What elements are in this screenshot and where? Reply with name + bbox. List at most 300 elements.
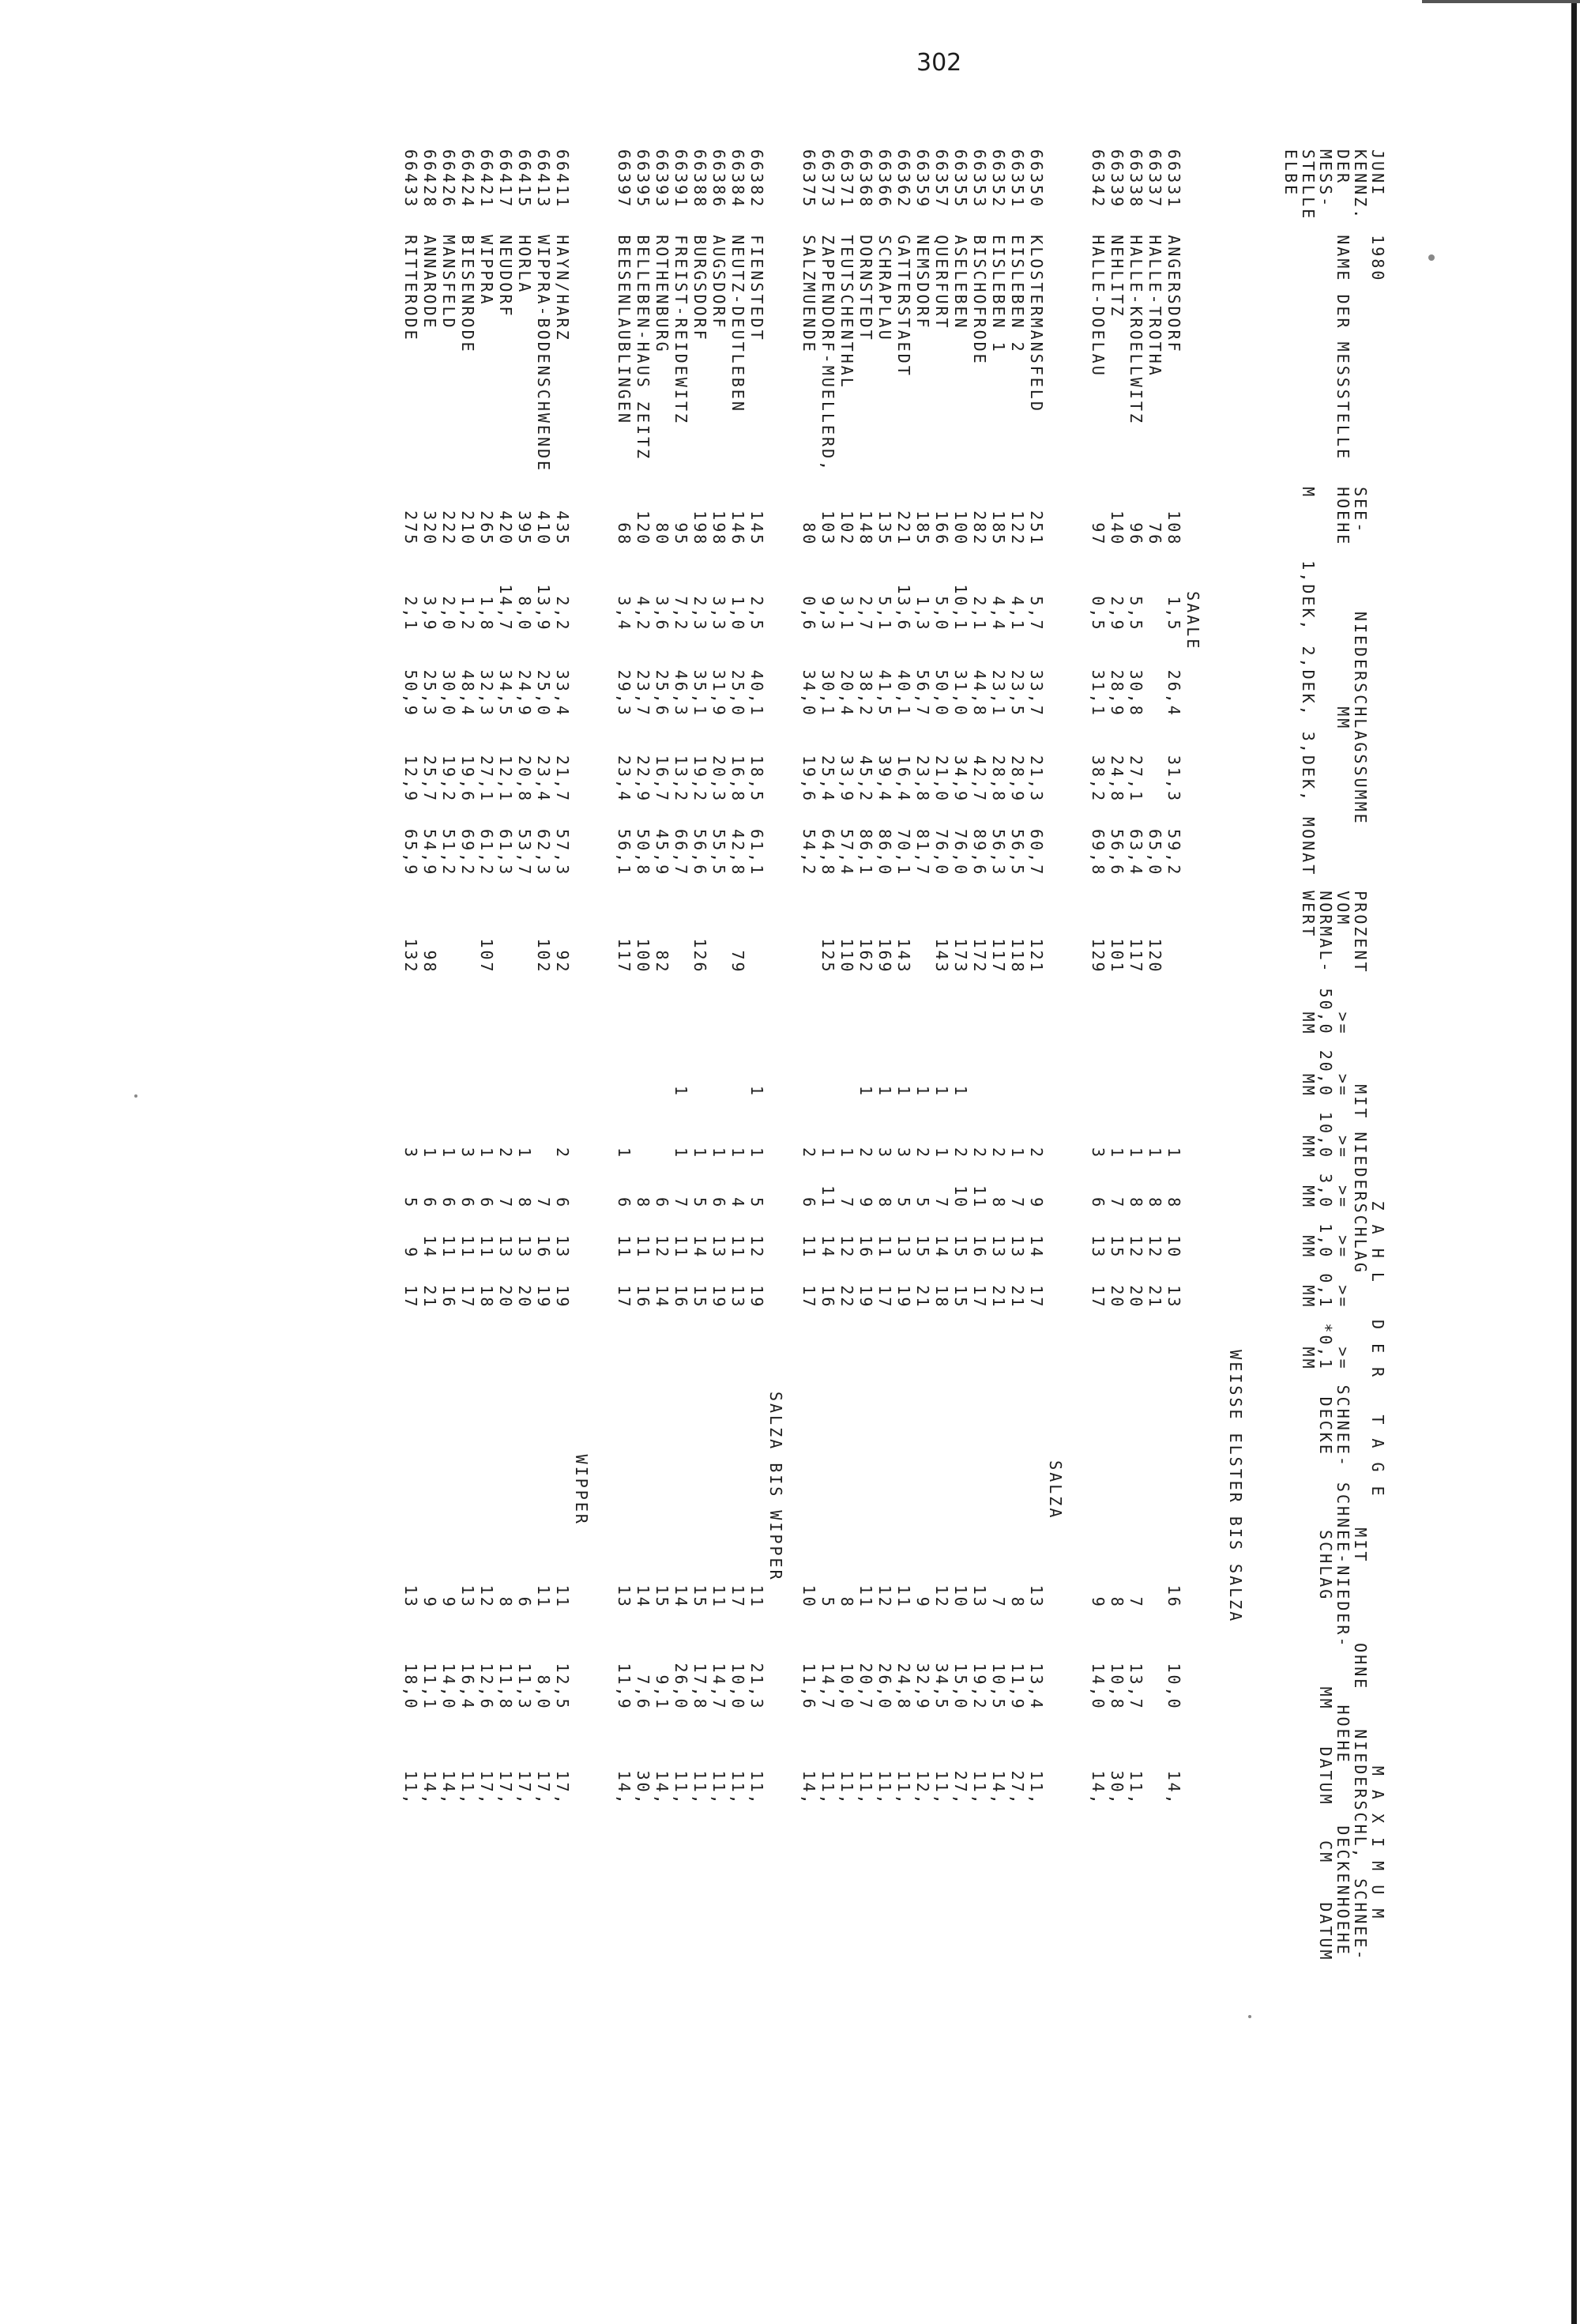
station-id: 66352	[989, 149, 1008, 209]
station-name: WIPPRA	[477, 235, 496, 307]
prozent-value	[800, 883, 819, 981]
dek3-value: 38,2	[1089, 755, 1108, 804]
prozent-value: 143	[894, 938, 913, 974]
kennz-header-3: MESS-	[1316, 149, 1335, 209]
monat-value: 54,2	[799, 829, 818, 877]
station-id: 66428	[420, 149, 439, 209]
max-precip-value: 16,4	[458, 1663, 477, 1711]
station-name: TEUTSCHENTHAL	[837, 235, 856, 390]
max-snow-value	[1165, 1814, 1184, 1872]
days-ge-star	[402, 1316, 421, 1377]
station-hoehe: 166	[932, 510, 951, 547]
header-line-1	[1369, 142, 1386, 1969]
table-row	[691, 142, 710, 1969]
days-ge-1: 12	[837, 1235, 856, 1260]
days-ge-3: 7	[932, 1197, 951, 1210]
days-ge-3: 6	[458, 1197, 477, 1210]
table-row	[459, 142, 478, 1969]
dek3-value: 23,4	[615, 755, 634, 804]
days-no-snow: 8	[496, 1596, 515, 1609]
station-id: 66359	[913, 149, 932, 209]
station-id: 66393	[653, 149, 672, 209]
days-no-snow: 12	[875, 1584, 894, 1609]
river-heading: WIPPER	[572, 1454, 591, 1526]
max-precip-value: 9,1	[653, 1674, 672, 1711]
days-ge-10: 1	[709, 1147, 728, 1160]
days-snow-cover	[672, 1378, 691, 1475]
table-header	[1260, 142, 1386, 1969]
max-precip-date: 11,	[401, 1770, 420, 1806]
days-ge-50	[516, 981, 535, 1043]
station-name: FIENSTEDT	[747, 235, 766, 342]
max-precip-date: 14,	[615, 1770, 634, 1806]
max-precip-date: 27,	[1008, 1770, 1027, 1806]
days-ge-10: 2	[496, 1147, 515, 1160]
days-ge-01: 22	[837, 1285, 856, 1309]
days-ge-01: 17	[799, 1285, 818, 1309]
days-ge-01: 17	[875, 1285, 894, 1309]
dek1-value: 4,4	[989, 596, 1008, 632]
threshold-star: *0,1	[1316, 1323, 1335, 1371]
monat-value: 60,7	[1027, 829, 1046, 877]
dek2-value: 24,9	[515, 669, 534, 718]
max-snow-date	[615, 1871, 634, 1968]
table-wrapper	[402, 142, 1386, 2149]
station-id: 66413	[534, 149, 553, 209]
days-ge-star	[1009, 1316, 1028, 1377]
max-snow-value	[1009, 1814, 1028, 1872]
station-name: ASELEBEN	[951, 235, 970, 330]
station-name: HALLE-KROELLWITZ	[1127, 235, 1146, 425]
dek1-value: 2,3	[690, 596, 709, 632]
dek3-value: 19,6	[458, 755, 477, 804]
max-schnee-datum: DATUM	[1316, 1902, 1335, 1962]
station-hoehe: 410	[534, 510, 553, 547]
days-ge-star	[1108, 1316, 1127, 1377]
days-ge-01: 21	[913, 1285, 932, 1309]
dek2-value: 23,1	[989, 669, 1008, 718]
days-ge-10: 2	[989, 1147, 1008, 1160]
days-ge-01: 21	[1146, 1285, 1164, 1309]
days-ge-50	[710, 981, 729, 1043]
days-no-snow: 10	[799, 1584, 818, 1609]
station-name: SALZMUENDE	[799, 235, 818, 354]
station-id: 66355	[951, 149, 970, 209]
dek1-value: 2,1	[401, 596, 420, 632]
station-hoehe: 100	[951, 510, 970, 547]
max-snow-value	[1146, 1814, 1165, 1872]
days-ge-1: 13	[894, 1235, 913, 1260]
dek2-value: 30,8	[1127, 669, 1146, 718]
days-snow-cover	[876, 1378, 895, 1475]
monat-value: 55,5	[709, 829, 728, 877]
days-no-snow: 9	[439, 1596, 458, 1609]
days-ge-20	[615, 1043, 634, 1105]
days-ge-01: 17	[401, 1285, 420, 1309]
station-name: WIPPRA-BODENSCHWENDE	[534, 235, 553, 473]
dek1-value: 3,4	[615, 596, 634, 632]
days-no-snow: 11	[856, 1584, 875, 1609]
days-ge-1: 13	[1089, 1235, 1108, 1260]
days-ge-10: 2	[1027, 1147, 1046, 1160]
dek2-value: 25,0	[534, 669, 553, 718]
days-ge-01: 15	[951, 1285, 970, 1309]
days-no-snow: 7	[1127, 1596, 1146, 1609]
header-line-5	[1300, 142, 1317, 1969]
station-hoehe: 198	[690, 510, 709, 547]
max-snow-value	[1089, 1814, 1108, 1872]
days-ge-3: 5	[747, 1197, 766, 1210]
year-label: 1980	[1368, 235, 1387, 283]
station-hoehe: 135	[875, 510, 894, 547]
unit-3: MM	[1299, 1185, 1318, 1210]
dek2-value: 25,0	[728, 669, 747, 718]
unit-1: MM	[1299, 1235, 1318, 1260]
days-ge-10: 1	[1127, 1147, 1146, 1160]
days-ge-01: 17	[970, 1285, 989, 1309]
dek2-value: 32,3	[477, 669, 496, 718]
days-ge-50	[748, 981, 767, 1043]
monat-value: 56,6	[690, 829, 709, 877]
max-snow-date	[838, 1871, 857, 1968]
max-snow-date	[1146, 1871, 1165, 1968]
max-precip-date: 14,	[439, 1770, 458, 1806]
days-ge-star	[876, 1316, 895, 1377]
dek1-value: 2,0	[439, 596, 458, 632]
days-no-snow: 5	[818, 1596, 837, 1609]
days-ge-01: 20	[515, 1285, 534, 1309]
days-ge-50	[876, 981, 895, 1043]
max-precip-value: 11,1	[420, 1663, 439, 1711]
days-ge-50	[497, 981, 516, 1043]
days-ge-3: 5	[401, 1197, 420, 1210]
days-ge-01: 20	[1108, 1285, 1127, 1309]
station-hoehe: 96	[1127, 522, 1146, 547]
days-no-snow: 13	[401, 1584, 420, 1609]
header-line-3	[1334, 142, 1352, 1969]
basin-heading-row	[767, 142, 800, 1969]
days-snow-cover	[1165, 1378, 1184, 1475]
dek1-value: 13,9	[534, 584, 553, 632]
days-no-snow	[1146, 1475, 1165, 1616]
dek3-value: 42,7	[970, 755, 989, 804]
unit-50: MM	[1299, 1011, 1318, 1036]
station-id: 66386	[709, 149, 728, 209]
max-snow-date	[634, 1871, 653, 1968]
max-precip-value: 11,9	[1008, 1663, 1027, 1711]
river-heading-row	[1184, 142, 1227, 1969]
dek2-value: 35,1	[690, 669, 709, 718]
station-name: BISCHOFRODE	[970, 235, 989, 366]
prozent-value: 169	[875, 938, 894, 974]
days-ge-50	[1165, 981, 1184, 1043]
unit-01: MM	[1299, 1285, 1318, 1309]
days-ge-10: 2	[553, 1147, 572, 1160]
days-ge-50	[440, 981, 459, 1043]
dek3-value: 20,3	[709, 755, 728, 804]
max-precip-date: 11,	[458, 1770, 477, 1806]
dek1-header: 1,DEK,	[1299, 560, 1318, 632]
table-row	[748, 142, 767, 1969]
table-row	[971, 142, 990, 1969]
dek1-value: 1,2	[458, 596, 477, 632]
days-ge-3: 5	[913, 1197, 932, 1210]
days-ge-1: 12	[1127, 1235, 1146, 1260]
days-ge-10: 1	[515, 1147, 534, 1160]
days-ge-3: 11	[818, 1185, 837, 1210]
dek1-value: 1,3	[913, 596, 932, 632]
max-snow-date	[402, 1871, 421, 1968]
table-row	[876, 142, 895, 1969]
monat-header: MONAT	[1299, 817, 1318, 877]
dek3-value: 33,9	[837, 755, 856, 804]
days-no-snow: 8	[1108, 1596, 1127, 1609]
dek2-value: 29,3	[615, 669, 634, 718]
basin-heading: WEISSE ELSTER BIS SALZA	[1226, 1350, 1245, 1624]
max-snow-value	[535, 1814, 554, 1872]
max-snow-value	[554, 1814, 573, 1872]
dek3-value: 39,4	[875, 755, 894, 804]
days-ge-10: 1	[818, 1147, 837, 1160]
max-precip-value: 14,7	[709, 1663, 728, 1711]
days-ge-1: 13	[515, 1235, 534, 1260]
max-precip-value: 8,0	[534, 1674, 553, 1711]
station-id: 66368	[856, 149, 875, 209]
days-ge-3: 6	[1089, 1197, 1108, 1210]
days-snow-cover	[1146, 1378, 1165, 1475]
max-precip-value: 13,7	[1127, 1663, 1146, 1711]
days-ge-50	[857, 981, 876, 1043]
days-ge-1: 11	[799, 1235, 818, 1260]
days-snow-cover	[554, 1378, 573, 1475]
table-row	[1165, 142, 1184, 1969]
prozent-value: 121	[1027, 938, 1046, 974]
max-snow-value	[691, 1814, 710, 1872]
days-no-snow: 13	[1027, 1584, 1046, 1609]
table-row	[672, 142, 691, 1969]
station-hoehe: 80	[653, 522, 672, 547]
days-ge-star	[729, 1316, 748, 1377]
nieder-unit-header: MM	[1334, 706, 1352, 731]
monat-value: 76,0	[932, 829, 951, 877]
days-ge-1: 16	[970, 1235, 989, 1260]
max-snow-date	[748, 1871, 767, 1968]
table-row	[838, 142, 857, 1969]
days-ge-50	[615, 981, 634, 1043]
days-ge-01: 19	[856, 1285, 875, 1309]
days-ge-star	[990, 1316, 1009, 1377]
table-row	[710, 142, 729, 1969]
days-snow-cover	[615, 1378, 634, 1475]
table-row	[516, 142, 535, 1969]
table-row	[1028, 142, 1047, 1969]
days-snow-cover	[691, 1378, 710, 1475]
days-ge-20: 1	[913, 1085, 932, 1098]
dek2-value: 33,4	[553, 669, 572, 718]
threshold-20: 20,0	[1316, 1049, 1335, 1098]
station-name: NEUDORF	[496, 235, 515, 318]
days-ge-10: 1	[747, 1147, 766, 1160]
max-snow-value	[800, 1814, 819, 1872]
days-ge-01: 21	[989, 1285, 1008, 1309]
basin-heading: SALZA BIS WIPPER	[766, 1391, 785, 1582]
station-name: BEESENLAUBLINGEN	[615, 235, 634, 425]
days-ge-1: 13	[1008, 1235, 1027, 1260]
dek3-value: 13,2	[672, 755, 690, 804]
max-snow-value	[729, 1814, 748, 1872]
table-row	[914, 142, 933, 1969]
max-snow-date	[421, 1871, 440, 1968]
days-ge-1: 11	[458, 1235, 477, 1260]
dek3-value: 12,1	[496, 755, 515, 804]
station-id: 66362	[894, 149, 913, 209]
days-ge-3: 8	[515, 1197, 534, 1210]
dek3-value: 23,4	[534, 755, 553, 804]
days-ge-3: 8	[1127, 1197, 1146, 1210]
max-precip-value: 11,8	[496, 1663, 515, 1711]
max-precip-value: 14,0	[1089, 1663, 1108, 1711]
days-ge-20	[729, 1043, 748, 1105]
days-ge-3: 7	[1108, 1197, 1127, 1210]
days-no-snow: 15	[653, 1584, 672, 1609]
days-ge-3: 8	[989, 1197, 1008, 1210]
station-id: 66375	[799, 149, 818, 209]
max-snow-value	[478, 1814, 497, 1872]
prozent-value: 172	[970, 938, 989, 974]
river-heading-row	[1047, 142, 1089, 1969]
days-ge-1: 16	[534, 1235, 553, 1260]
monat-value: 63,4	[1127, 829, 1146, 877]
max-snow-value	[1028, 1814, 1047, 1872]
days-ge-1: 14	[818, 1235, 837, 1260]
station-hoehe: 185	[913, 510, 932, 547]
prozent-value	[459, 883, 478, 981]
station-id: 66371	[837, 149, 856, 209]
monat-value: 81,7	[913, 829, 932, 877]
station-id: 66384	[728, 149, 747, 209]
threshold-1: 1,0	[1316, 1223, 1335, 1260]
dek1-value: 8,0	[515, 596, 534, 632]
max-snow-date	[1108, 1871, 1127, 1968]
max-snow-date	[971, 1871, 990, 1968]
days-ge-50	[672, 981, 691, 1043]
days-ge-01: 17	[458, 1285, 477, 1309]
station-id: 66395	[634, 149, 653, 209]
unit-10: MM	[1299, 1135, 1318, 1160]
days-ge-01: 17	[1089, 1285, 1108, 1309]
days-ge-01: 13	[728, 1285, 747, 1309]
days-snow-cover	[634, 1378, 653, 1475]
max-precip-date: 11,	[894, 1770, 913, 1806]
days-ge-1: 11	[728, 1235, 747, 1260]
days-ge-20	[554, 1043, 573, 1105]
days-ge-50	[1089, 981, 1108, 1043]
max-precip-date: 17,	[496, 1770, 515, 1806]
dek1-value: 5,7	[1027, 596, 1046, 632]
monat-value: 61,1	[747, 829, 766, 877]
station-id: 66342	[1089, 149, 1108, 209]
threshold-50: 50,0	[1316, 988, 1335, 1036]
station-name: HALLE-DOELAU	[1089, 235, 1108, 378]
river-heading-row	[573, 142, 615, 1969]
dek2-value: 23,7	[634, 669, 653, 718]
ge-header-star: >=	[1334, 1347, 1352, 1371]
station-hoehe: 210	[458, 510, 477, 547]
table-row	[1127, 142, 1146, 1969]
days-ge-star	[1028, 1316, 1047, 1377]
station-id: 66350	[1027, 149, 1046, 209]
days-ge-20	[710, 1043, 729, 1105]
days-ge-01: 20	[1127, 1285, 1146, 1309]
days-ge-10: 3	[875, 1147, 894, 1160]
station-hoehe: 103	[818, 510, 837, 547]
days-ge-20	[421, 1043, 440, 1105]
monat-value: 56,1	[615, 829, 634, 877]
max-precip-value: 34,5	[932, 1663, 951, 1711]
days-ge-1: 15	[951, 1235, 970, 1260]
precipitation-table	[402, 142, 1386, 1969]
dek2-value: 34,0	[799, 669, 818, 718]
max-snow-date	[672, 1871, 691, 1968]
page-number: 302	[916, 49, 962, 77]
days-ge-star	[1127, 1316, 1146, 1377]
days-ge-1: 12	[653, 1235, 672, 1260]
max-precip-value: 14,7	[818, 1663, 837, 1711]
monat-value: 86,1	[856, 829, 875, 877]
station-name: BIESENRODE	[458, 235, 477, 354]
ge-header-20: >=	[1334, 1073, 1352, 1098]
days-ge-3: 8	[875, 1197, 894, 1210]
prozent-value: 162	[856, 938, 875, 974]
days-ge-star	[914, 1316, 933, 1377]
days-ge-3: 9	[856, 1197, 875, 1210]
days-ge-10: 1	[728, 1147, 747, 1160]
max-precip-value: 24,8	[894, 1663, 913, 1711]
days-no-snow: 8	[1008, 1596, 1027, 1609]
days-ge-star	[1089, 1316, 1108, 1377]
days-ge-50	[1146, 981, 1165, 1043]
station-hoehe: 435	[553, 510, 572, 547]
station-hoehe: 102	[837, 510, 856, 547]
station-hoehe: 68	[615, 522, 634, 547]
max-precip-date: 11,	[747, 1770, 766, 1806]
monat-value: 56,5	[1008, 829, 1027, 877]
prozent-value: 173	[951, 938, 970, 974]
ge-header-10: >=	[1334, 1135, 1352, 1160]
monat-value: 76,0	[951, 829, 970, 877]
prozent-header-2: VOM	[1334, 891, 1352, 927]
days-no-snow: 13	[458, 1584, 477, 1609]
dek2-value: 40,1	[894, 669, 913, 718]
days-ge-10: 2	[951, 1147, 970, 1160]
days-ge-01: 19	[709, 1285, 728, 1309]
max-snow-date	[1165, 1871, 1184, 1968]
kennz-header-4: STELLE	[1299, 149, 1318, 221]
dek2-value: 50,9	[401, 669, 420, 718]
days-ge-01: 18	[477, 1285, 496, 1309]
max-precip-value: 10,0	[1164, 1663, 1183, 1711]
dek1-value: 5,5	[1127, 596, 1146, 632]
days-ge-1: 12	[747, 1235, 766, 1260]
days-no-snow: 9	[913, 1596, 932, 1609]
days-ge-star	[634, 1316, 653, 1377]
max-snow-date	[653, 1871, 672, 1968]
max-snow-value	[440, 1814, 459, 1872]
days-no-snow: 14	[672, 1584, 690, 1609]
days-ge-10: 2	[799, 1147, 818, 1160]
mit-schnee-header-3: DECKE	[1316, 1396, 1335, 1456]
max-precip-date: 27,	[951, 1770, 970, 1806]
